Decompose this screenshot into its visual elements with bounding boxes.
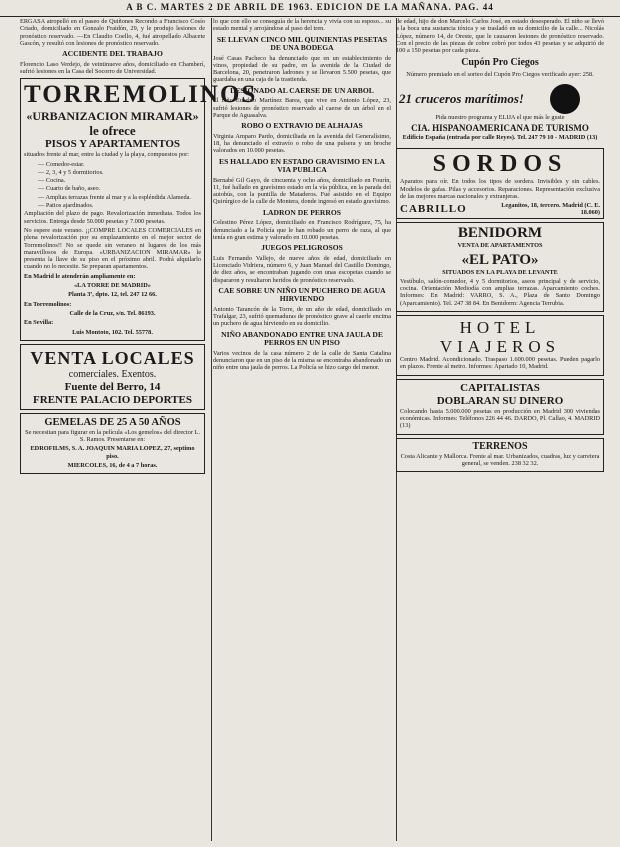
column-right [396,18,604,841]
ad-cruceros-addr: Edificio España (entrada por calle Reyes). Tel. 247 79 10 - MADRID (13) [402,134,598,142]
ad-torremolinos-pisos: PISOS Y APARTAMENTOS [44,138,181,151]
ad-benidorm-name: «EL PATO» [461,251,539,268]
news-paragraph: Florencio Laso Verdejo, de veintinueve años, domiciliado en Chamberí, sufrió lesiones en la Casa del Socorro de Universidad. [20,60,205,75]
ad-torremolinos-title: TORREMOLINOS [24,81,258,109]
list-item: — Patios ajardinados. [38,202,94,210]
ad-benidorm-sub: VENTA DE APARTAMENTOS [457,242,543,250]
ad-sordos [396,148,604,219]
ad-capitalistas-text: Colocando hasta 5.000.000 pesetas en producción en Madrid 300 viviendas económicas. Informes: Teléfonos 226 44 46. DARDO, Pl. Callao, 4. MADRID (13) [400,407,600,430]
ad-venta-title: VENTA LOCALES [30,347,195,368]
section-title-accidente: ACCIDENTE DEL TRABAJO [62,49,163,59]
ad-benidorm [396,222,604,312]
list-item: — Comedor-estar. [38,160,85,168]
ad-capitalistas-sub: DOBLARAN SU DINERO [436,394,564,407]
ad-sordos-brand: CABRILLO [400,203,467,216]
column-middle [213,18,397,841]
ad-terrenos-text: Costa Alicante y Mallorca. Frente al mar. Urbanizados, cuadras, luz y carretera general, se venden. 238 32 32. [400,452,600,467]
section-title-perros: LADRON DE PERROS [262,207,342,217]
news-paragraph: Varios vecinos de la casa número 2 de la calle de Santa Catalina denunciaron que en un piso de la misma se encontraba abandonado un niño entre una jaula de perros. La Policía se hizo cargo del menor. [213,349,391,372]
ad-venta-line2: Fuente del Berro, 14 [64,380,161,393]
list-item: — 2, 3, 4 y 5 dormitorios. [38,168,104,176]
ad-benidorm-text: Vestíbulo, salón-comedor, 4 y 5 dormitorios, aseos principal y de servicio, cocina. Orientación Mediodía con amplias terrazas. Aparcamiento coches. Informes: En Madrid: VARRO, S. A., Plaza de Santo Domingo (Aparcamiento). Tel. 247 38 84. En Benidorm: Agencia Terrubia. [400,277,600,307]
ad-benidorm-situ: SITUADOS EN LA PLAYA DE LEVANTE [442,268,558,276]
section-title-puchero: CAE SOBRE UN NIÑO UN PUCHERO DE AGUA HIRVIENDO [218,285,386,304]
ad-gemelas [20,413,205,474]
ad-benidorm-title: BENIDORM [457,225,543,242]
news-paragraph: José Casas Pacheco ha denunciado que en un establecimiento de vinos, propiedad de su padre, en la avenida de la Ciudad de Barcelona, 20, penetraron ladrones y se llevaron 5.500 pesetas, que guardaba en una caja de la trastienda. [213,54,391,84]
ad-sordos-text: Aparatos para oír. En todos los tipos de sordera. Invisibles y sin cables. Modelos de gafas. Pilas y accesorios. Reparaciones. Representación exclusiva de las mejores marcas nacionales y extranjeras. [400,178,600,200]
ad-torremolinos [20,78,258,341]
news-paragraph: Número premiado en el sorteo del Cupón Pro Ciegos verificado ayer: 258. [406,71,594,79]
ad-cruceros-title: 21 cruceros marítimos! [399,91,524,107]
list-item: — Cocina. [38,177,66,185]
ad-torremolinos-subtitle: «URBANIZACION MIRAMAR» [26,109,199,124]
list-item: — Amplias terrazas frente al mar y a la espléndida Alameda. [38,193,191,201]
ad-torremolinos-offer: le ofrece [89,123,136,139]
news-paragraph: ERGASA atropelló en el paseo de Quiñones Recondo a Francisco Cosío Criado, domiciliado en Gonzalo Fraidón, 29, y le produjo lesiones de pronóstico reservado. —En Claudio Coello, 4, fué atropellado Albacete Gascón, y resultó con lesiones de pronóstico reservado. [20,18,205,47]
ad-torremolinos-offer-text: No espere este verano. ¡¡COMPRE LOCALES COMERCIALES en plena revalorización por su emplazamiento en el mejor sector de Torremolinos!! No se quede sin veraneo ni lugares de los más maravillosos de Europa. «URBANIZACION MIRAMAR» le presenta la llave de su piso en el próximo abril. Podrá alquilarlo cuando no lo necesite. Se preparan apartamentos. [24,226,201,271]
ad-terrenos [396,438,604,473]
ad-torre-addr: Calle de la Cruz, s/n. Tel. 86193. [69,309,156,317]
ad-torremolinos-list [24,161,201,210]
news-paragraph: Luis Fernando Vallejo, de nueve años de edad, domiciliado en Licenciado Vidriera, número 6, y Juan Manuel del Castillo Domingo, de diez años, se encontraban jugando con unas escopetas cuando se dispararon y resultaron heridos de pronóstico reservado. [213,254,391,284]
ad-sordos-title: SORDOS [432,151,568,178]
ad-torremolinos-extra: Ampliación del plazo de pago. Revalorización inmediata. Todos los servicios. Entrega desde 50.000 pesetas y 7.000 pesetas. [24,210,201,225]
ad-sevilla-label: En Sevilla: [24,319,54,327]
ad-madrid-label: En Madrid le atenderán ampliamente en: [24,272,136,280]
ad-cruceros-pida: Pida nuestro programa y ELIJA el que más le guste [435,113,565,121]
list-item: — Cuarto de baño, aseo. [38,185,101,193]
news-paragraph: de edad, hijo de don Marcelo Carlos José, en estado desesperado. El niño se llevó a la boca una sustancia tóxica y se trasladó en su domicilio de la calle... Nicolás López, número 14, de Oreste, que le causaron lesiones de pronóstico reservado. Con el precio de las piezas de cobre cobró por todos 43 pesetas y se adquirió de 100 a 150 pesetas por cada pieza. [396,18,604,55]
ad-hotel-text: Centro Madrid. Acondicionado. Traspaso 1.600.000 pesetas. Pueden pagarlo en plazos. Frente al metro. Informes: Apartado 10, Madrid. [400,356,600,371]
ad-venta-line1: comerciales. Exentos. [68,368,157,380]
ad-torre-label: En Torremolinos: [24,300,72,308]
ad-madrid-name: «LA TORRE DE MADRID» [74,282,151,290]
ad-sordos-addr: Leganitos, 18, tercero. Madrid (C. E. 18.060) [501,202,600,217]
ad-capitalistas [396,379,604,435]
ad-venta-line3: FRENTE PALACIO DEPORTES [33,393,192,406]
section-title-hallado: ES HALLADO EN ESTADO GRAVISIMO EN LA VIA PUBLICA [219,156,385,175]
ad-terrenos-title: TERRENOS [472,440,528,452]
ad-gemelas-time: MIERCOLES, 16, de 4 a 7 horas. [67,462,158,469]
ad-sevilla-addr: Luis Montoto, 102. Tel. 55778. [72,328,153,336]
section-title-robo: ROBO O EXTRAVIO DE ALHAJAS [241,121,363,131]
ad-hotel-sub: VIAJEROS [439,337,561,357]
sun-icon [550,84,580,114]
ad-venta-locales [20,344,205,410]
ad-hotel-title: HOTEL [459,318,541,338]
ad-hotel [396,315,604,376]
news-paragraph: lo que con ello se conseguía de la herencia y vivía con su esposo... su estado mental y arrojándose al paso del tren. [213,18,391,33]
section-title-jaula: NIÑO ABANDONADO ENTRE UNA JAULA DE PERROS EN UN PISO [221,329,383,348]
ad-torremolinos-intro: situados frente al mar, entre la ciudad y la playa, compuestos por: [24,151,189,159]
ad-cruceros [396,82,604,146]
news-paragraph: Bernabé Gil Gayo, de cincuenta y ocho años, domiciliado en Fourín, 11, fué hallado en gravísimo estado en la vía pública, en la parada del autobús, con la puntilla de Mataderos. Fué asistido en el Equipo Quirúrgico de la calle de Montera, donde ingresó en estado gravísimo. [213,176,391,206]
page-header: A B C. MARTES 2 DE ABRIL DE 1963. EDICION DE LA MAÑANA. PAG. 44 [0,2,620,17]
section-title-lesionado: LESIONADO AL CAERSE DE UN ARBOL [230,85,374,95]
news-paragraph: Virginia Amparo Pardo, domiciliada en la avenida del Generalísimo, 18, ha denunciado el extravío o robo de una pulsera y un broche valorados en 10.000 pesetas. [213,132,391,155]
section-title-cupon: Cupón Pro Ciegos [461,57,539,69]
ad-gemelas-addr: EDROFILMS, S. A. JOAQUIN MARIA LOPEZ, 27, septimo piso. [30,445,195,460]
ad-gemelas-title: GEMELAS DE 25 A 50 AÑOS [44,416,181,428]
ad-gemelas-text: Se necesitan para figurar en la película «Los gemelos» del director L. S. Ramos. Presentarse en: [25,428,200,444]
ad-capitalistas-title: CAPITALISTAS [460,381,540,394]
section-title-bodega: SE LLEVAN CINCO MIL QUINIENTAS PESETAS DE UNA BODEGA [216,34,388,53]
news-paragraph: Celestino Pérez López, domiciliado en Francisco Rodríguez, 75, ha denunciado a la Policía que le han robado un perro de raza, al que tenía en gran estima y valorado en 10.000 pesetas. [213,219,391,241]
ad-madrid-addr: Planta 3ª, dpto. 12, tel. 247 12 66. [68,291,157,299]
section-title-juegos: JUEGOS PELIGROSOS [261,243,343,253]
news-paragraph: Antonio Tarancón de la Torre, de un año de edad, domiciliado en Trafalgar, 23, sufrió quemaduras de pronóstico grave al caerle encima un puchero de agua hirviendo en su domicilio. [213,305,391,328]
column-left [20,18,258,841]
news-paragraph: El niño Eusebio Martínez Barea, que vive en Antonio López, 23, sufrió lesiones de pronóstico reservado al caerse de un árbol en el Parque de Aguasalva. [213,97,391,119]
ad-cruceros-company: CIA. HISPANOAMERICANA DE TURISMO [411,123,589,134]
